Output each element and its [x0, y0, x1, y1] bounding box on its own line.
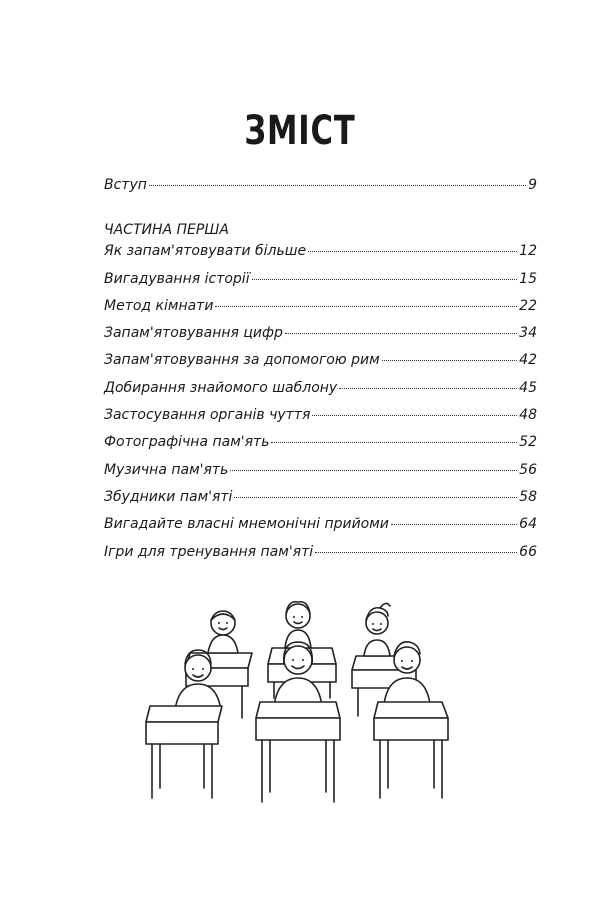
toc-entry-label: Добирання знайомого шаблону [104, 379, 338, 396]
section-heading: ЧАСТИНА ПЕРША [104, 222, 229, 239]
toc-entry-page: 48 [519, 407, 537, 424]
toc-entry-label: Метод кімнати [104, 297, 214, 314]
student-back-middle [285, 602, 311, 648]
toc-entry-page: 15 [519, 270, 537, 287]
dot-leader [315, 552, 517, 553]
dot-leader [339, 388, 517, 389]
dot-leader [271, 442, 517, 443]
toc-entry[interactable] [104, 462, 537, 489]
dot-leader [149, 185, 526, 186]
dot-leader [312, 415, 517, 416]
student-back-left [208, 611, 238, 653]
toc-entry[interactable] [104, 271, 537, 298]
toc-entry-label: Застосування органів чуття [104, 407, 311, 424]
toc-entry-page: 42 [519, 352, 537, 369]
toc-entry-page: 9 [528, 177, 537, 193]
dot-leader [308, 251, 517, 252]
desk-front-right [374, 702, 448, 798]
toc-entry-page: 58 [519, 488, 537, 505]
toc-entry-page: 52 [519, 434, 537, 451]
toc-entry-label: Ігри для тренування пам'яті [104, 543, 314, 560]
toc-entry-label: Вигадування історії [104, 270, 250, 287]
dot-leader [234, 497, 517, 498]
desk-front-left [146, 706, 222, 798]
toc-entry-label: Запам'ятовування цифр [104, 325, 283, 342]
toc-entry-page: 64 [519, 516, 537, 533]
toc-entry[interactable] [104, 243, 537, 270]
toc-entry[interactable] [104, 544, 537, 571]
student-back-right [364, 603, 390, 656]
dot-leader [285, 333, 517, 334]
page-title: ЗМІСТ [244, 108, 356, 154]
toc-entry-label: Фотографічна пам'ять [104, 434, 270, 451]
toc-entry[interactable] [104, 325, 537, 352]
toc-entry-label: Вигадайте власні мнемонічні прийоми [104, 516, 389, 533]
toc-entry-label: Вступ [104, 177, 147, 193]
toc-entry-label: Запам'ятовування за допомогою рим [104, 352, 380, 369]
toc-entry[interactable] [104, 352, 537, 379]
toc-entry-page: 22 [519, 297, 537, 314]
classroom-illustration [120, 598, 480, 813]
table-of-contents [104, 177, 537, 571]
toc-entry-intro[interactable] [104, 177, 537, 204]
desk-front-middle [256, 702, 340, 802]
classroom-drawing [120, 598, 480, 813]
dot-leader [382, 360, 518, 361]
toc-entry-label: Як запам'ятовувати більше [104, 243, 307, 260]
toc-entry-page: 45 [519, 379, 537, 396]
toc-entry-label: Збудники пам'яті [104, 488, 233, 505]
toc-entry[interactable] [104, 516, 537, 543]
toc-entry-label: Музична пам'ять [104, 461, 229, 478]
toc-entry[interactable] [104, 434, 537, 461]
toc-entry[interactable] [104, 489, 537, 516]
toc-entry-page: 56 [519, 461, 537, 478]
dot-leader [391, 524, 517, 525]
dot-leader [252, 279, 518, 280]
toc-entry-page: 66 [519, 543, 537, 560]
toc-entry[interactable] [104, 407, 537, 434]
toc-entry-page: 12 [519, 243, 537, 260]
toc-entry-list [104, 243, 537, 571]
toc-entry-page: 34 [519, 325, 537, 342]
dot-leader [230, 470, 517, 471]
toc-entry[interactable] [104, 380, 537, 407]
toc-entry[interactable] [104, 298, 537, 325]
dot-leader [215, 306, 517, 307]
